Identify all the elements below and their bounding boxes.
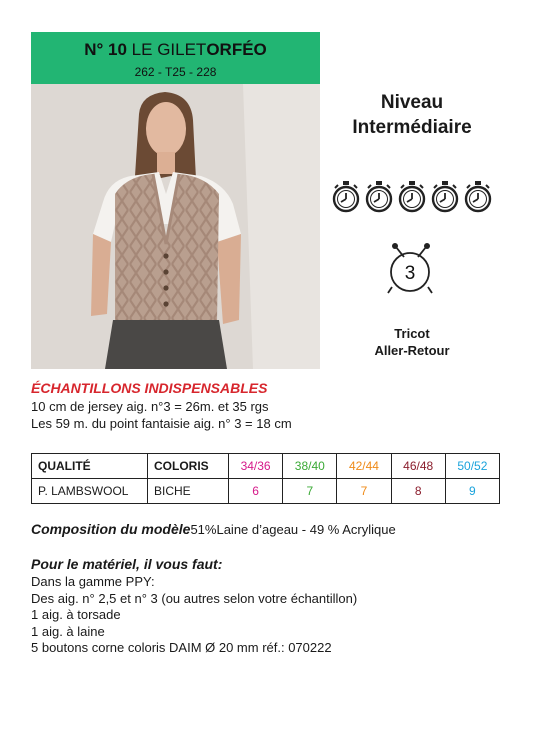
header-quality: QUALITÉ <box>32 454 148 479</box>
materials-list <box>31 574 357 657</box>
technique-line2: Aller-Retour <box>374 343 450 358</box>
model-photo <box>31 84 320 369</box>
level-label: Niveau <box>380 92 444 113</box>
balls-46-48: 8 <box>391 479 445 504</box>
balls-38-40: 7 <box>283 479 337 504</box>
list-item: 1 aig. à torsade <box>31 607 121 622</box>
composition <box>31 521 396 537</box>
stopwatch-icon <box>463 180 493 214</box>
stopwatch-icon <box>430 180 460 214</box>
stopwatch-icon <box>397 180 427 214</box>
composition-value: 51%Laine d’ageau - 49 % Acrylique <box>190 522 396 537</box>
pattern-header <box>31 32 320 84</box>
header-coloris: COLORIS <box>148 454 229 479</box>
cell-coloris: BICHE <box>148 479 229 504</box>
yarn-table-header <box>32 454 500 479</box>
balls-50-52: 9 <box>445 479 499 504</box>
technique-line1: Tricot <box>394 326 430 341</box>
yarn-table <box>31 453 500 504</box>
pattern-name-bold: ORFÉO <box>206 40 267 59</box>
pattern-number: N° 10 <box>84 40 127 59</box>
size-50-52: 50/52 <box>445 454 499 479</box>
pattern-refs: 262 - T25 - 228 <box>134 65 217 79</box>
stopwatch-icon <box>364 180 394 214</box>
table-row <box>32 479 500 504</box>
swatch-lines <box>31 398 292 432</box>
knitting-technique <box>352 325 472 359</box>
size-34-36: 34/36 <box>229 454 283 479</box>
pattern-title <box>31 40 320 60</box>
level-value: Intermédiaire <box>352 117 472 138</box>
size-38-40: 38/40 <box>283 454 337 479</box>
cell-quality: P. LAMBSWOOL <box>32 479 148 504</box>
difficulty-stopwatches <box>331 180 493 214</box>
composition-label: Composition du modèle <box>31 521 191 537</box>
list-item: 1 aig. à laine <box>31 623 105 639</box>
difficulty-level <box>332 90 492 140</box>
knitting-needles-icon <box>386 241 436 301</box>
swatch-line: 10 cm de jersey aig. n°3 = 26m. et 35 rgs <box>31 399 269 414</box>
balls-42-44: 7 <box>337 479 391 504</box>
size-42-44: 42/44 <box>337 454 391 479</box>
balls-34-36: 6 <box>229 479 283 504</box>
stopwatch-icon <box>331 180 361 214</box>
list-item: Des aig. n° 2,5 et n° 3 (ou autres selon votre échantillon) <box>31 590 358 606</box>
swatch-line: Les 59 m. du point fantaisie aig. n° 3 = 18 cm <box>31 416 292 431</box>
pattern-name-prefix: LE GILET <box>131 40 207 59</box>
list-item: 5 boutons corne coloris DAIM Ø 20 mm réf.: 070222 <box>31 640 332 655</box>
materials-title: Pour le matériel, il vous faut: <box>31 556 223 572</box>
size-46-48: 46/48 <box>391 454 445 479</box>
swatch-title: ÉCHANTILLONS INDISPENSABLES <box>31 380 268 396</box>
list-item: Dans la gamme PPY: <box>31 574 155 589</box>
needle-size: 3 <box>404 263 416 284</box>
